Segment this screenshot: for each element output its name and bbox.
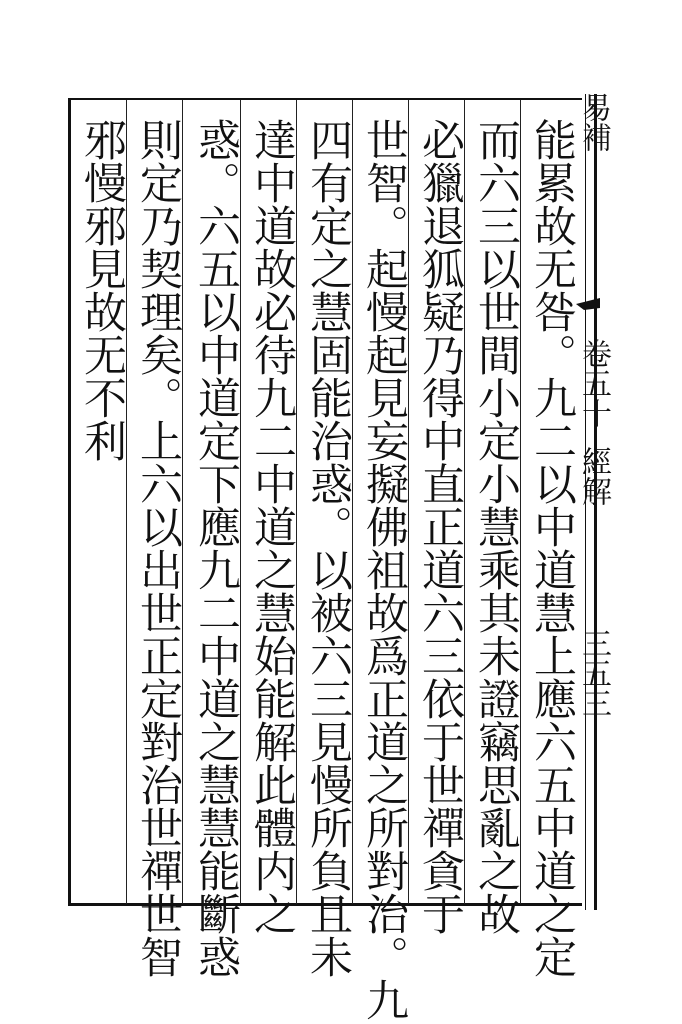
margin-page-number: 三五三 xyxy=(576,628,611,718)
margin-section-label: 經解 xyxy=(576,446,611,506)
text-column: 則定乃契理矣。上六以出世正定對治世禪世智 xyxy=(133,118,183,978)
margin-juan xyxy=(575,338,611,506)
text-column: 惑。六五以中道定下應九二中道之慧慧能斷惑 xyxy=(191,118,241,978)
text-column: 能累故无咎。九二以中道慧上應六五中道之定 xyxy=(527,118,577,978)
margin-title: 易補 xyxy=(576,92,611,152)
text-column: 達中道故必待九二中道之慧始能解此體内之 xyxy=(247,118,297,935)
margin-juan-label: 卷五十 xyxy=(576,338,611,428)
text-column: 四有定之慧固能治惑。以被六三見慢所負且未 xyxy=(303,118,353,978)
text-column: 邪慢邪見故无不利 xyxy=(77,118,127,462)
text-column: 必獵退狐疑乃得中直正道六三依于世禪貪于 xyxy=(415,118,465,935)
text-column: 世智。起慢起見妄擬佛祖故爲正道之所對治。九 xyxy=(359,118,409,1021)
text-column: 而六三以世間小定小慧乘其未證竊思亂之故 xyxy=(471,118,521,935)
